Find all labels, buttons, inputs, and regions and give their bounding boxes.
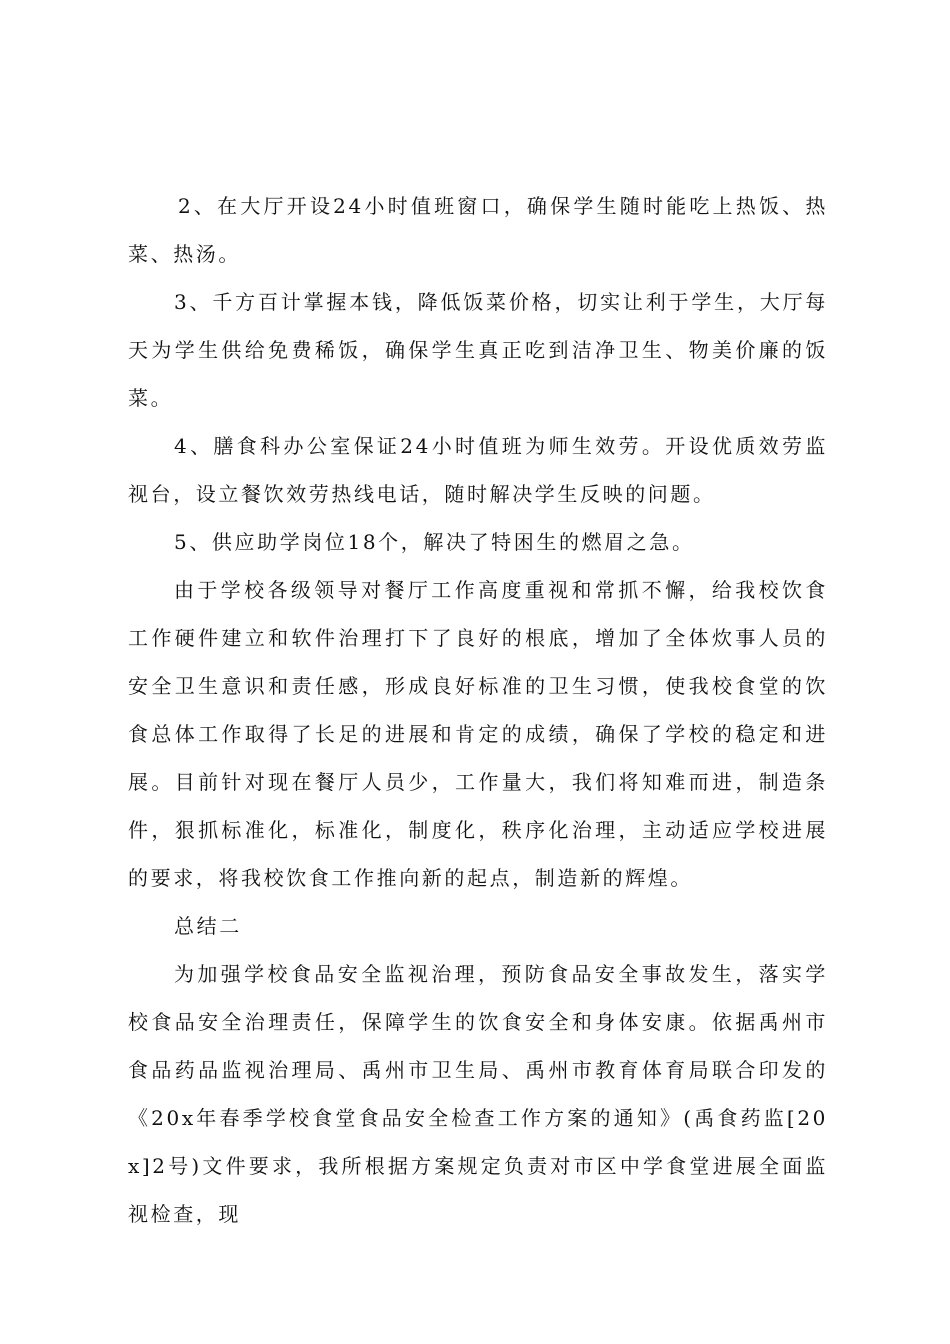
paragraph-item-2: 2、在大厅开设24小时值班窗口，确保学生随时能吃上热饭、热菜、热汤。 xyxy=(128,194,828,266)
paragraph-summary-two-body: 为加强学校食品安全监视治理，预防食品安全事故发生，落实学校食品安全治理责任，保障学生的饮食安全和身体安康。依据禹州市食品药品监视治理局、禹州市卫生局、禹州市教育体育局联合印发的《20x年春季学校食堂食品安全检查工作方案的通知》(禹食药监[20x]2号)文件要求，我所根据方案规定负责对市区中学食堂进展全面监视检查，现 xyxy=(128,962,828,1226)
paragraph-item-3: 3、千方百计掌握本钱，降低饭菜价格，切实让利于学生，大厅每天为学生供给免费稀饭，确保学生真正吃到洁净卫生、物美价廉的饭菜。 xyxy=(128,290,828,410)
paragraph-item-5: 5、供应助学岗位18个，解决了特困生的燃眉之急。 xyxy=(174,530,695,554)
paragraph-summary: 由于学校各级领导对餐厅工作高度重视和常抓不懈，给我校饮食工作硬件建立和软件治理打下了良好的根底，增加了全体炊事人员的安全卫生意识和责任感，形成良好标准的卫生习惯，使我校食堂的饮食总体工作取得了长足的进展和肯定的成绩，确保了学校的稳定和进展。目前针对现在餐厅人员少，工作量大，我们将知难而进，制造条件，狠抓标准化，标准化，制度化，秩序化治理，主动适应学校进展的要求，将我校饮食工作推向新的起点，制造新的辉煌。 xyxy=(128,578,828,890)
section-heading-summary-two: 总结二 xyxy=(174,914,242,938)
paragraph-item-4: 4、膳食科办公室保证24小时值班为师生效劳。开设优质效劳监视台，设立餐饮效劳热线电话，随时解决学生反映的问题。 xyxy=(128,434,828,506)
document-body xyxy=(128,182,828,1238)
